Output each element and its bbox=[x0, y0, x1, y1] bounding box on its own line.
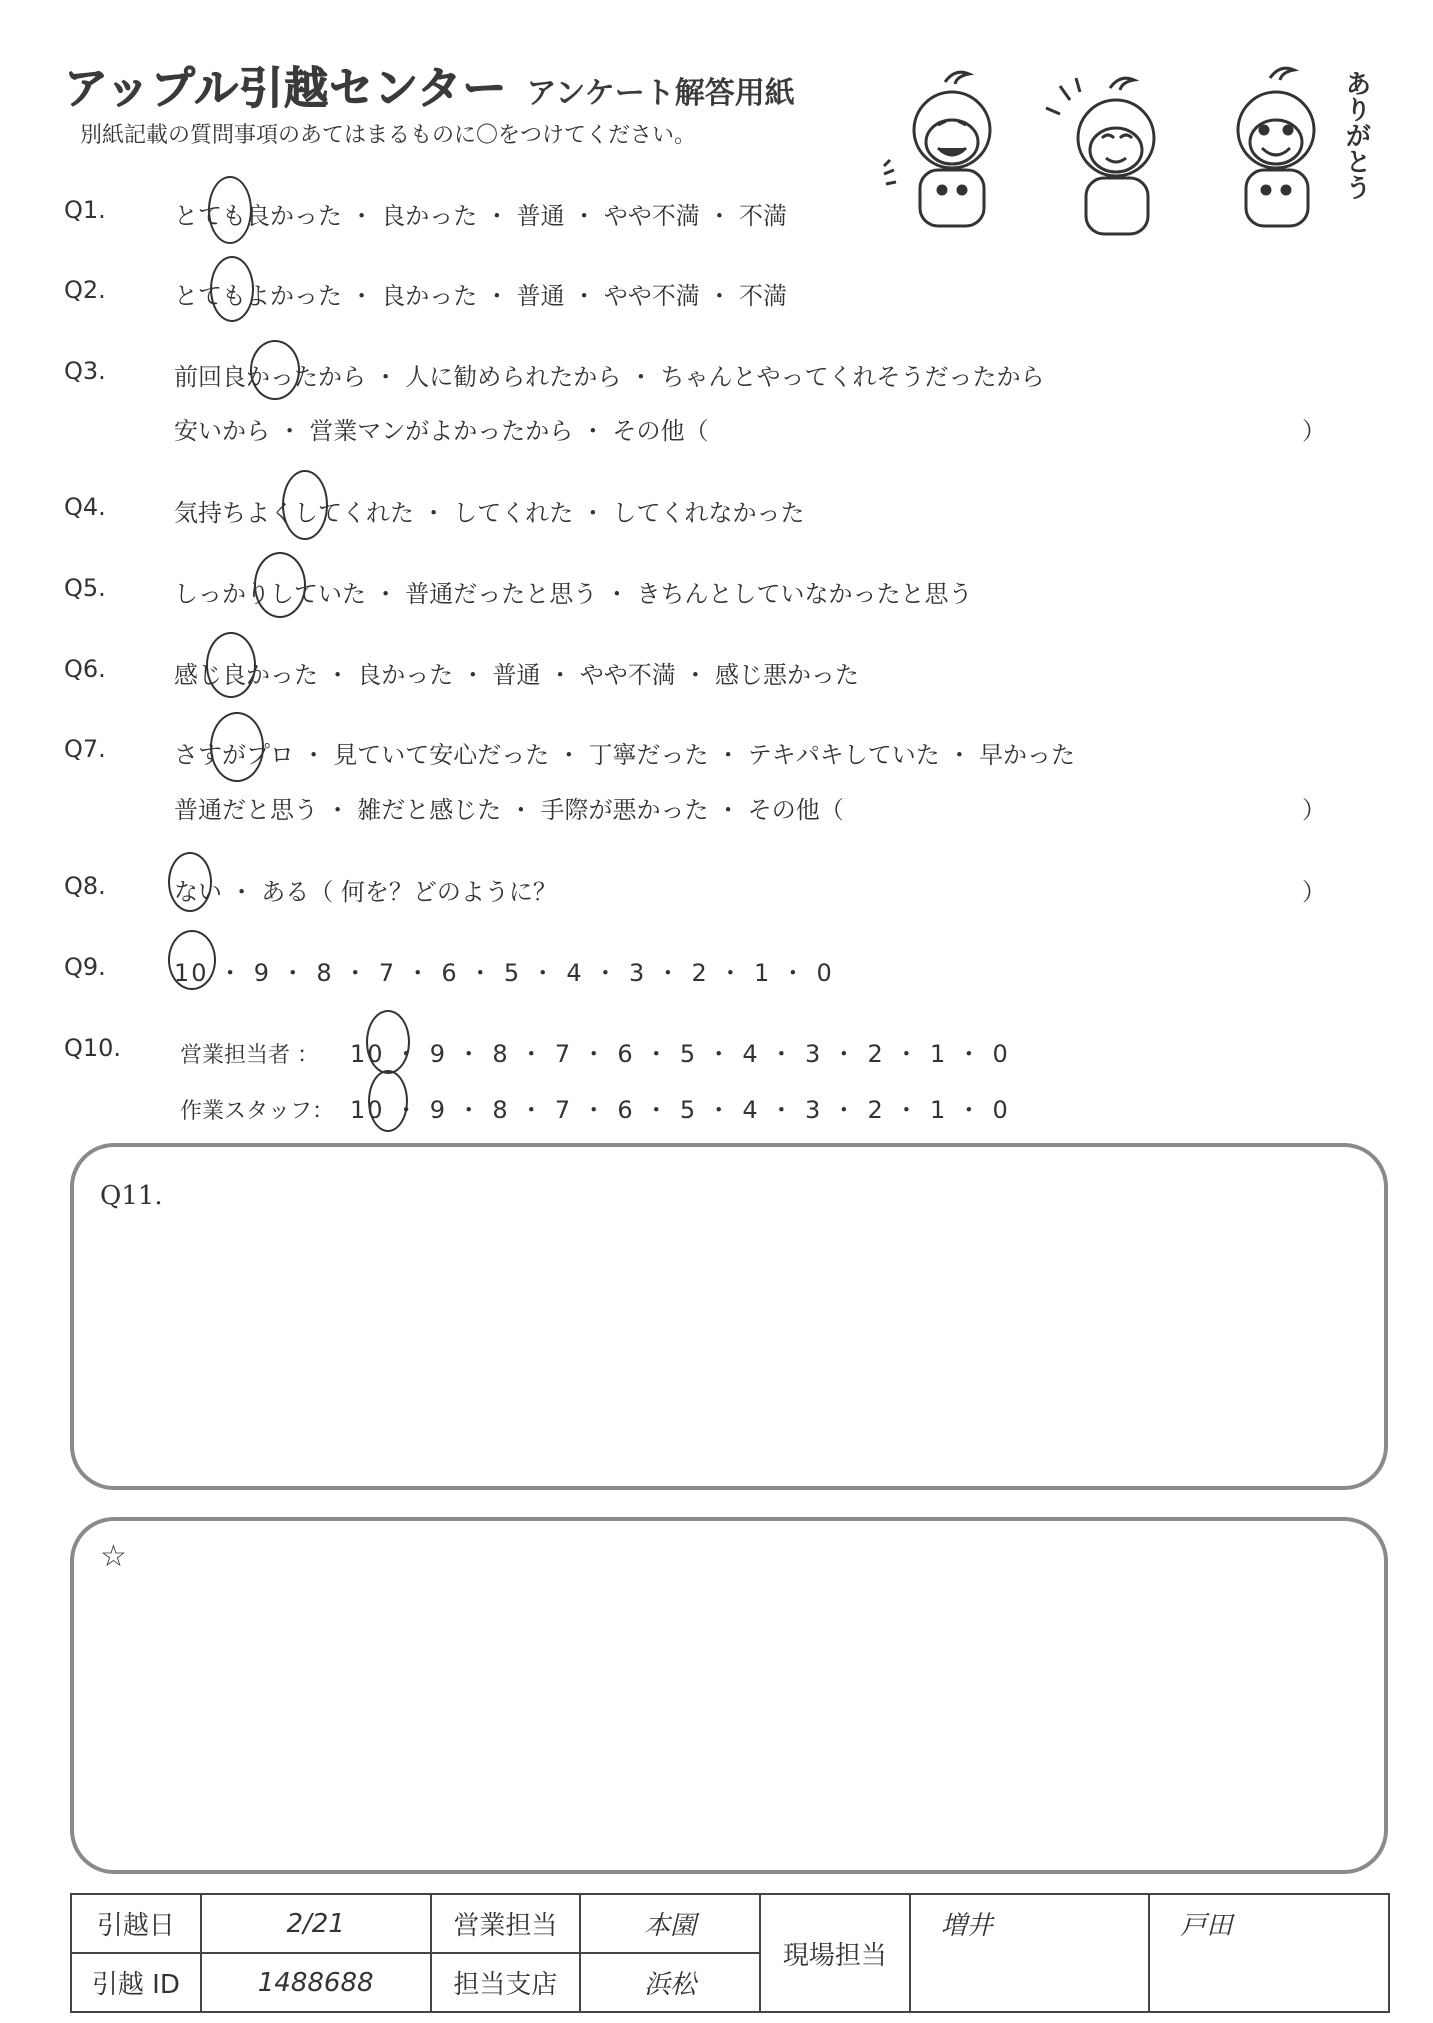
site-label: 現場担当 bbox=[760, 1894, 910, 2012]
answer-circle-q6 bbox=[206, 632, 256, 698]
rating-scale[interactable]: 10 ・ 9 ・ 8 ・ 7 ・ 6 ・ 5 ・ 4 ・ 3 ・ 2 ・ 1 ・ 0 bbox=[174, 959, 834, 987]
answer-circle-q3 bbox=[250, 340, 300, 400]
question-options[interactable]: ない ・ ある（ 何を？どのように？ bbox=[174, 878, 557, 906]
question-7-line-2 bbox=[174, 790, 844, 825]
answer-circle-q1 bbox=[208, 176, 252, 244]
work-staff-label: 作業スタッフ： bbox=[180, 1099, 335, 1124]
close-paren: ） bbox=[1302, 796, 1326, 824]
move-info-table bbox=[70, 1893, 1390, 2013]
rating-scale[interactable]: 10 ・ 9 ・ 8 ・ 7 ・ 6 ・ 5 ・ 4 ・ 3 ・ 2 ・ 1 ・ 0 bbox=[350, 1040, 1010, 1068]
form-title bbox=[64, 52, 795, 112]
answer-circle-q9 bbox=[168, 930, 216, 990]
question-options[interactable]: とても良かった ・ 良かった ・ 普通 ・ やや不満 ・ 不満 bbox=[174, 202, 788, 230]
form-subtitle: アンケート解答用紙 bbox=[526, 76, 795, 111]
star-icon: ☆ bbox=[100, 1539, 127, 1574]
rating-scale[interactable]: 10 ・ 9 ・ 8 ・ 7 ・ 6 ・ 5 ・ 4 ・ 3 ・ 2 ・ 1 ・ 0 bbox=[350, 1096, 1010, 1124]
question-options[interactable]: とてもよかった ・ 良かった ・ 普通 ・ やや不満 ・ 不満 bbox=[174, 282, 788, 310]
thanks-text: ありがとう bbox=[1341, 70, 1371, 200]
question-label: Q2. bbox=[64, 276, 106, 304]
staff-rating-row bbox=[180, 1090, 1010, 1125]
branch-label: 担当支店 bbox=[431, 1953, 581, 2012]
answer-circle-q5 bbox=[254, 552, 306, 618]
answer-circle-q7 bbox=[210, 712, 264, 782]
comment-box-q11[interactable] bbox=[70, 1143, 1388, 1490]
answer-circle-q4 bbox=[282, 470, 328, 540]
answer-circle-q2 bbox=[210, 256, 254, 322]
question-options[interactable]: 前回良かったから ・ 人に勧められたから ・ ちゃんとやってくれそうだったから bbox=[174, 363, 1045, 391]
answer-circle-q10-sales bbox=[366, 1010, 410, 1074]
monkey-mascot-left bbox=[884, 72, 990, 226]
company-name: アップル引越センター bbox=[64, 63, 508, 114]
site-staff-1[interactable]: 増井 bbox=[910, 1894, 1150, 2012]
question-label: Q1. bbox=[64, 196, 106, 224]
question-options[interactable]: 感じ良かった ・ 良かった ・ 普通 ・ やや不満 ・ 感じ悪かった bbox=[174, 661, 860, 689]
branch-value[interactable]: 浜松 bbox=[580, 1953, 760, 2012]
question-label: Q5. bbox=[64, 574, 106, 602]
site-staff-2[interactable]: 戸田 bbox=[1149, 1894, 1389, 2012]
instruction-text: 別紙記載の質問事項のあてはまるものに〇をつけてください。 bbox=[80, 123, 697, 148]
question-label: Q7. bbox=[64, 735, 106, 763]
question-label: Q9. bbox=[64, 953, 106, 981]
answer-circle-q8 bbox=[168, 852, 212, 912]
move-date-label: 引越日 bbox=[71, 1894, 201, 1953]
question-options[interactable]: しっかりしていた ・ 普通だったと思う ・ きちんとしていなかったと思う bbox=[174, 580, 973, 608]
close-paren: ） bbox=[1302, 878, 1326, 906]
answer-circle-q10-staff bbox=[368, 1070, 408, 1132]
monkey-mascots-icon bbox=[880, 60, 1360, 240]
sales-rating-row bbox=[180, 1034, 1010, 1069]
comment-box-star[interactable] bbox=[70, 1517, 1388, 1874]
question-label: Q4. bbox=[64, 493, 106, 521]
sales-label: 営業担当 bbox=[431, 1894, 581, 1953]
question-3-line-2 bbox=[174, 411, 709, 446]
question-options[interactable]: さすがプロ ・ 見ていて安心だった ・ 丁寧だった ・ テキパキしていた ・ 早かった bbox=[174, 741, 1076, 769]
close-paren: ） bbox=[1302, 417, 1326, 445]
question-options[interactable]: 気持ちよくしてくれた ・ してくれた ・ してくれなかった bbox=[174, 499, 805, 527]
sales-staff-label: 営業担当者 ： bbox=[180, 1043, 319, 1068]
question-label: Q3. bbox=[64, 357, 106, 385]
question-label: Q8. bbox=[64, 872, 106, 900]
question-label: Q10. bbox=[64, 1034, 122, 1062]
move-date-value[interactable]: 2/21 bbox=[201, 1894, 431, 1953]
question-options[interactable]: 普通だと思う ・ 雑だと感じた ・ 手際が悪かった ・ その他（ bbox=[174, 796, 844, 824]
move-id-label: 引越 ID bbox=[71, 1953, 201, 2012]
question-label: Q6. bbox=[64, 655, 106, 683]
move-id-value[interactable]: 1488688 bbox=[201, 1953, 431, 2012]
monkey-mascot-right bbox=[1238, 68, 1314, 226]
comment-box-label: Q11. bbox=[100, 1181, 163, 1211]
monkey-mascot-middle bbox=[1046, 78, 1154, 234]
question-options[interactable]: 安いから ・ 営業マンがよかったから ・ その他（ bbox=[174, 417, 709, 445]
sales-value[interactable]: 本園 bbox=[580, 1894, 760, 1953]
